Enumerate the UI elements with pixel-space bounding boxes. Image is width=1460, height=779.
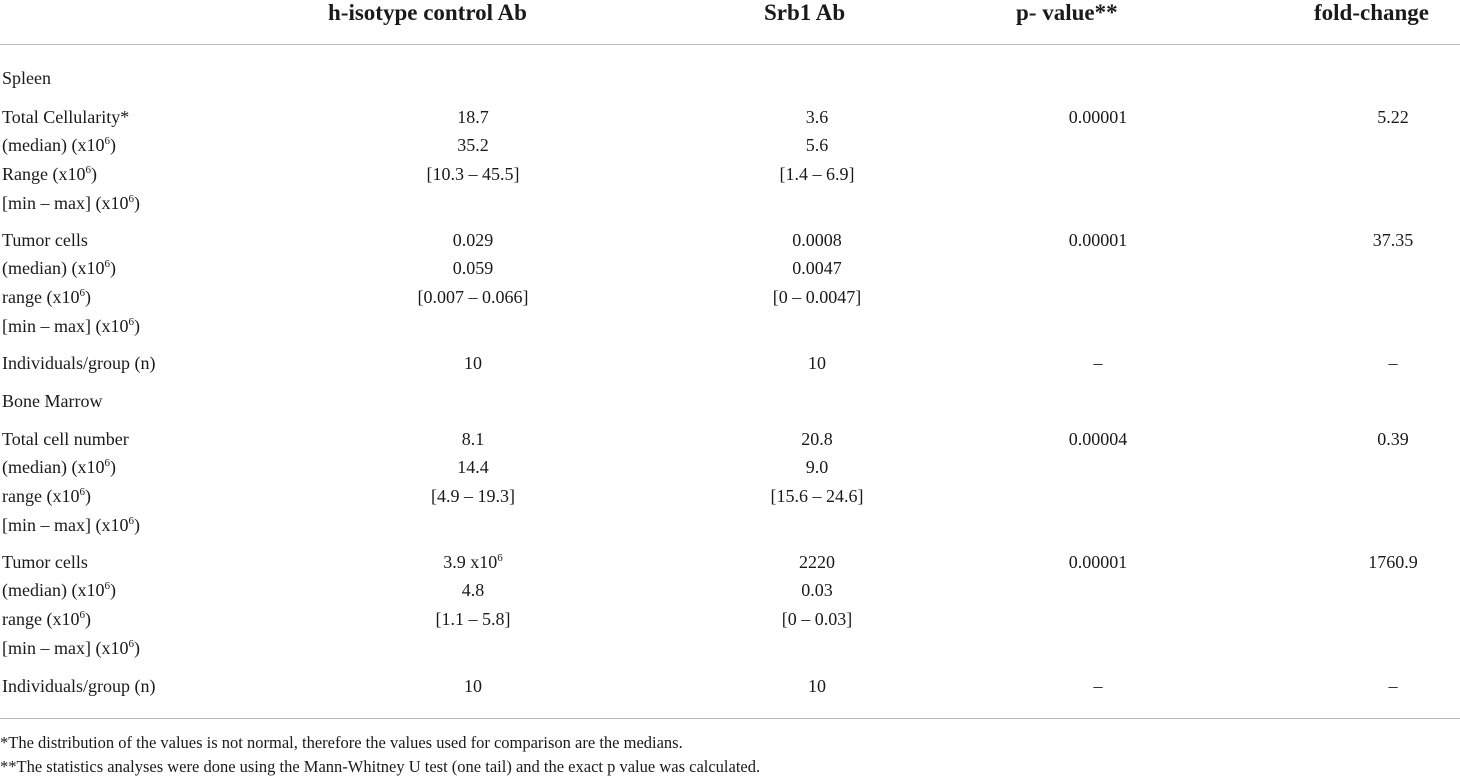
label-total-cellularity: Total Cellularity* bbox=[2, 107, 130, 127]
header-isotype: h-isotype control Ab bbox=[328, 0, 527, 25]
label-min-max: [min – max] $(x10^6)$ bbox=[2, 193, 140, 213]
cell-srb-value: 9.0 bbox=[805, 457, 829, 477]
cell-p-value: 0.00001 bbox=[1068, 107, 1128, 127]
label-range: range $(x10^6)$ bbox=[2, 287, 91, 307]
cell-iso-n: 10 bbox=[464, 676, 482, 696]
cell-srb-range: [0 – 0.03] bbox=[781, 609, 853, 629]
label-median: (median) $(x10^6)$ bbox=[2, 258, 116, 278]
cell-iso-median: 8.1 bbox=[461, 429, 485, 449]
header-srb1: Srb1 Ab bbox=[764, 0, 846, 25]
section-spleen: Spleen bbox=[2, 68, 51, 88]
label-min-max: [min – max] $(x10^6)$ bbox=[2, 638, 140, 658]
cell-srb-median: 2220 bbox=[799, 552, 835, 572]
cell-srb-median: 0.0008 bbox=[792, 230, 842, 250]
cell-iso-median: 18.7 bbox=[457, 107, 489, 127]
footnote-2: **The statistics analyses were done using the Mann-Whitney U test (one tail) and the exact p value was calculated. bbox=[0, 757, 761, 776]
cell-iso-value: 35.2 bbox=[457, 135, 489, 155]
cell-iso-median: 0.029 bbox=[452, 230, 494, 250]
label-range: range $(x10^6)$ bbox=[2, 609, 91, 629]
label-individuals: Individuals/group (n) bbox=[2, 353, 156, 373]
cell-srb-value: 0.0047 bbox=[792, 258, 842, 278]
label-range: Range $(x10^6)$ bbox=[2, 164, 97, 184]
label-median: (median) $(x10^6)$ bbox=[2, 135, 116, 155]
label-total-cell-number: Total cell number bbox=[2, 429, 129, 449]
cell-fold-change: – bbox=[1388, 353, 1398, 373]
cell-fold-change: 0.39 bbox=[1377, 429, 1409, 449]
cell-iso-value: 0.059 bbox=[452, 258, 494, 278]
cell-srb-median: 3.6 bbox=[805, 107, 829, 127]
cell-fold-change: 5.22 bbox=[1377, 107, 1409, 127]
footnote-1: *The distribution of the values is not normal, therefore the values used for comparison are the medians. bbox=[0, 733, 683, 752]
label-individuals: Individuals/group (n) bbox=[2, 676, 156, 696]
cell-p-value: 0.00001 bbox=[1068, 552, 1128, 572]
cell-p-value: 0.00001 bbox=[1068, 230, 1128, 250]
header-fold-change: fold-change bbox=[1314, 0, 1429, 25]
cell-srb-n: 10 bbox=[808, 676, 826, 696]
label-tumor-cells: Tumor cells bbox=[2, 552, 88, 572]
cell-iso-value: 14.4 bbox=[457, 457, 489, 477]
label-range: range $(x10^6)$ bbox=[2, 486, 91, 506]
cell-iso-range: [1.1 – 5.8] bbox=[435, 609, 511, 629]
cell-p-value: – bbox=[1093, 353, 1103, 373]
cell-fold-change: 37.35 bbox=[1372, 230, 1414, 250]
header-rule bbox=[0, 44, 1460, 45]
label-tumor-cells: Tumor cells bbox=[2, 230, 88, 250]
label-median: (median) $(x10^6)$ bbox=[2, 457, 116, 477]
cell-iso-value: 4.8 bbox=[461, 580, 485, 600]
cell-srb-range: [15.6 – 24.6] bbox=[770, 486, 864, 506]
cell-srb-range: [0 – 0.0047] bbox=[772, 287, 862, 307]
cell-p-value: – bbox=[1093, 676, 1103, 696]
label-min-max: [min – max] $(x10^6)$ bbox=[2, 515, 140, 535]
label-min-max: [min – max] $(x10^6)$ bbox=[2, 316, 140, 336]
cell-srb-n: 10 bbox=[808, 353, 826, 373]
cell-srb-value: 5.6 bbox=[805, 135, 829, 155]
cell-iso-range: [4.9 – 19.3] bbox=[431, 486, 515, 506]
cell-srb-value: 0.03 bbox=[801, 580, 833, 600]
cell-iso-range: [0.007 – 0.066] bbox=[417, 287, 529, 307]
cell-fold-change: – bbox=[1388, 676, 1398, 696]
bottom-rule bbox=[0, 718, 1460, 719]
cell-fold-change: 1760.9 bbox=[1368, 552, 1418, 572]
cell-srb-range: [1.4 – 6.9] bbox=[779, 164, 855, 184]
cell-srb-median: 20.8 bbox=[801, 429, 833, 449]
cell-iso-range: [10.3 – 45.5] bbox=[426, 164, 520, 184]
label-median: (median) $(x10^6)$ bbox=[2, 580, 116, 600]
cell-iso-n: 10 bbox=[464, 353, 482, 373]
cell-p-value: 0.00004 bbox=[1068, 429, 1128, 449]
header-p-value: p- value** bbox=[1016, 0, 1118, 25]
section-bone-marrow: Bone Marrow bbox=[2, 391, 103, 411]
cell-iso-median: 3.9 $x10^6$ bbox=[443, 552, 503, 572]
